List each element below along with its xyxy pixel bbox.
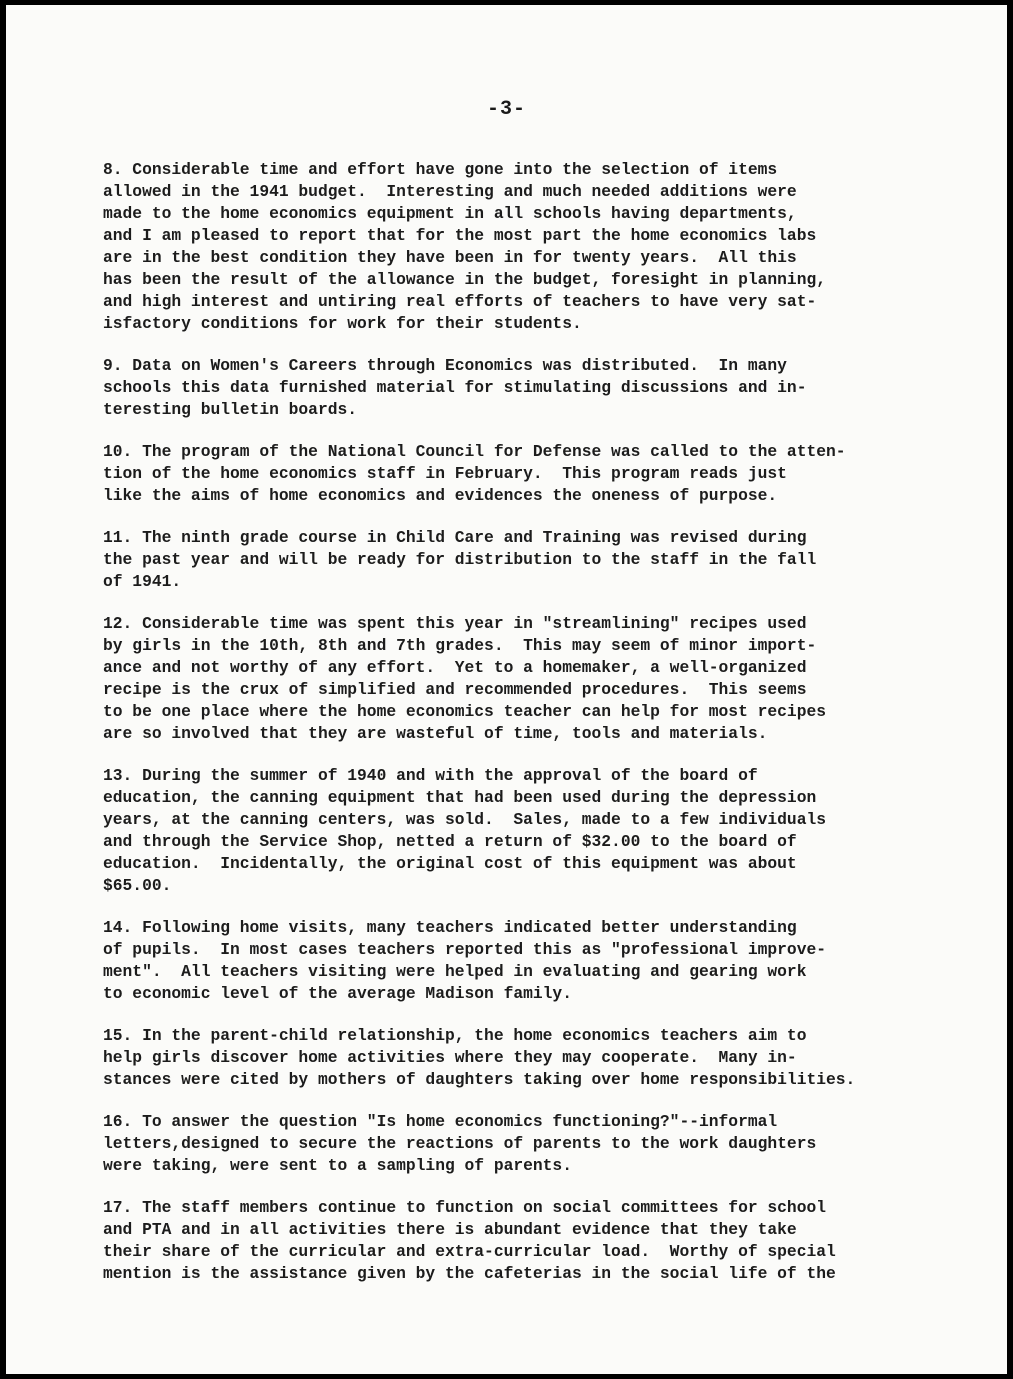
text-line: and PTA and in all activities there is abundant evidence that they take xyxy=(103,1220,797,1239)
text-line: of 1941. xyxy=(103,572,182,591)
paragraph-item-12 xyxy=(103,613,923,745)
text-line: 9. Data on Women's Careers through Economics was distributed. In many xyxy=(103,356,787,375)
text-line: are so involved that they are wasteful of time, tools and materials. xyxy=(103,724,768,743)
text-line: 17. The staff members continue to function on social committees for school xyxy=(103,1198,827,1217)
text-line: allowed in the 1941 budget. Interesting and much needed additions were xyxy=(103,182,797,201)
text-line: schools this data furnished material for stimulating discussions and in- xyxy=(103,378,807,397)
text-line: 16. To answer the question "Is home economics functioning?"--informal xyxy=(103,1112,778,1131)
text-line: teresting bulletin boards. xyxy=(103,400,358,419)
text-line: 10. The program of the National Council for Defense was called to the atten- xyxy=(103,442,846,461)
text-line: has been the result of the allowance in the budget, foresight in planning, xyxy=(103,270,827,289)
text-line: made to the home economics equipment in all schools having departments, xyxy=(103,204,797,223)
paragraph-item-11 xyxy=(103,527,923,593)
text-line: 15. In the parent-child relationship, the home economics teachers aim to xyxy=(103,1026,807,1045)
text-line: letters,designed to secure the reactions of parents to the work daughters xyxy=(103,1134,817,1153)
text-line: of pupils. In most cases teachers reported this as "professional improve- xyxy=(103,940,827,959)
text-line: recipe is the crux of simplified and recommended procedures. This seems xyxy=(103,680,807,699)
paragraph-item-9 xyxy=(103,355,923,421)
paragraph-item-15 xyxy=(103,1025,923,1091)
paragraph-item-17 xyxy=(103,1197,923,1285)
paragraph-item-8 xyxy=(103,159,923,335)
text-line: ance and not worthy of any effort. Yet to a homemaker, a well-organized xyxy=(103,658,807,677)
text-line: and high interest and untiring real efforts of teachers to have very sat- xyxy=(103,292,817,311)
text-line: $65.00. xyxy=(103,876,172,895)
document-body xyxy=(103,159,923,1305)
paragraph-item-10 xyxy=(103,441,923,507)
text-line: ment". All teachers visiting were helped in evaluating and gearing work xyxy=(103,962,807,981)
text-line: were taking, were sent to a sampling of parents. xyxy=(103,1156,572,1175)
text-line: by girls in the 10th, 8th and 7th grades. This may seem of minor import- xyxy=(103,636,817,655)
text-line: years, at the canning centers, was sold. Sales, made to a few individuals xyxy=(103,810,827,829)
text-line: stances were cited by mothers of daughters taking over home responsibilities. xyxy=(103,1070,856,1089)
text-line: isfactory conditions for work for their students. xyxy=(103,314,582,333)
paragraph-item-14 xyxy=(103,917,923,1005)
document-page xyxy=(6,5,1007,1374)
text-line: help girls discover home activities where they may cooperate. Many in- xyxy=(103,1048,797,1067)
text-line: are in the best condition they have been in for twenty years. All this xyxy=(103,248,797,267)
paragraph-item-16 xyxy=(103,1111,923,1177)
paragraph-item-13 xyxy=(103,765,923,897)
text-line: to be one place where the home economics teacher can help for most recipes xyxy=(103,702,827,721)
text-line: 14. Following home visits, many teachers indicated better understanding xyxy=(103,918,797,937)
text-line: education. Incidentally, the original cost of this equipment was about xyxy=(103,854,797,873)
text-line: 11. The ninth grade course in Child Care and Training was revised during xyxy=(103,528,807,547)
text-line: mention is the assistance given by the cafeterias in the social life of the xyxy=(103,1264,836,1283)
text-line: 8. Considerable time and effort have gone into the selection of items xyxy=(103,160,778,179)
text-line: tion of the home economics staff in February. This program reads just xyxy=(103,464,787,483)
text-line: the past year and will be ready for distribution to the staff in the fall xyxy=(103,550,817,569)
text-line: like the aims of home economics and evidences the oneness of purpose. xyxy=(103,486,778,505)
text-line: 13. During the summer of 1940 and with the approval of the board of xyxy=(103,766,758,785)
text-line: 12. Considerable time was spent this year in "streamlining" recipes used xyxy=(103,614,807,633)
text-line: their share of the curricular and extra-curricular load. Worthy of special xyxy=(103,1242,836,1261)
text-line: and through the Service Shop, netted a return of $32.00 to the board of xyxy=(103,832,797,851)
text-line: and I am pleased to report that for the most part the home economics labs xyxy=(103,226,817,245)
text-line: to economic level of the average Madison family. xyxy=(103,984,572,1003)
page-number: -3- xyxy=(486,98,526,121)
text-line: education, the canning equipment that had been used during the depression xyxy=(103,788,817,807)
